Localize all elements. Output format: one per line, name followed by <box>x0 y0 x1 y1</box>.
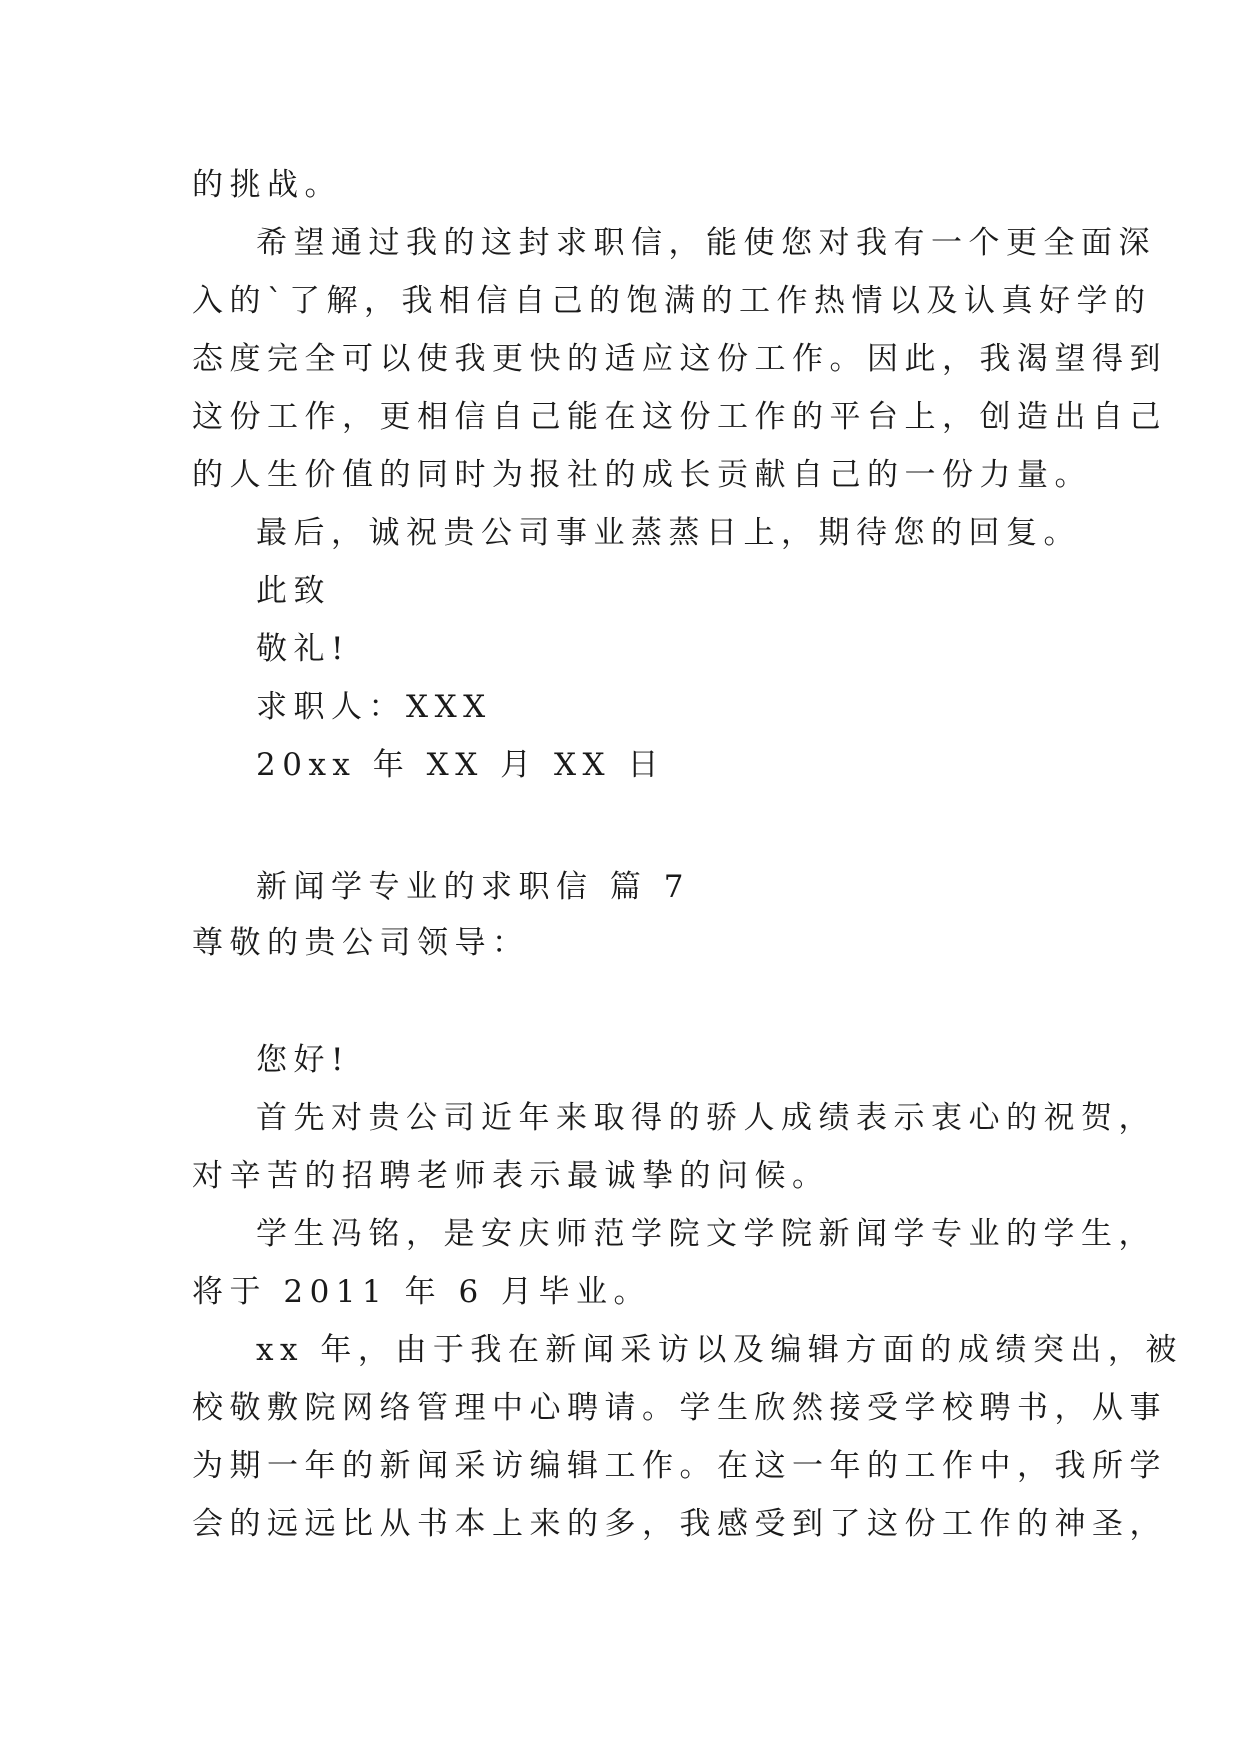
text-line: xx 年，由于我在新闻采访以及编辑方面的成绩突出，被 <box>256 1332 1183 1368</box>
letter-addressee: 尊敬的贵公司领导： <box>192 925 530 961</box>
text-line: 首先对贵公司近年来取得的骄人成绩表示衷心的祝贺， <box>256 1100 1156 1136</box>
text-line: 对辛苦的招聘老师表示最诚挚的问候。 <box>192 1158 830 1194</box>
text-line: 的人生价值的同时为报社的成长贡献自己的一份力量。 <box>192 457 1092 493</box>
text-line: 态度完全可以使我更快的适应这份工作。因此，我渴望得到 <box>192 341 1167 377</box>
closing-wish: 最后，诚祝贵公司事业蒸蒸日上，期待您的回复。 <box>256 515 1081 551</box>
text-line: 为期一年的新闻采访编辑工作。在这一年的工作中，我所学 <box>192 1448 1167 1484</box>
text-line: 这份工作，更相信自己能在这份工作的平台上，创造出自己 <box>192 399 1167 435</box>
text-line: 将于 2011 年 6 月毕业。 <box>192 1274 652 1310</box>
salutation-regards: 敬礼! <box>256 631 350 667</box>
text-line: 学生冯铭，是安庆师范学院文学院新闻学专业的学生， <box>256 1216 1156 1252</box>
applicant-name: 求职人：XXX <box>256 689 492 725</box>
section-heading: 新闻学专业的求职信 篇 7 <box>256 869 690 905</box>
text-line: 的挑战。 <box>192 167 342 203</box>
greeting: 您好! <box>256 1042 350 1078</box>
text-line: 校敬敷院网络管理中心聘请。学生欣然接受学校聘书，从事 <box>192 1390 1167 1426</box>
letter-date: 20xx 年 XX 月 XX 日 <box>256 747 665 783</box>
text-line: 希望通过我的这封求职信，能使您对我有一个更全面深 <box>256 225 1156 261</box>
salutation-close: 此致 <box>256 573 331 609</box>
text-line: 入的`了解，我相信自己的饱满的工作热情以及认真好学的 <box>192 283 1152 319</box>
text-line: 会的远远比从书本上来的多，我感受到了这份工作的神圣， <box>192 1506 1167 1542</box>
